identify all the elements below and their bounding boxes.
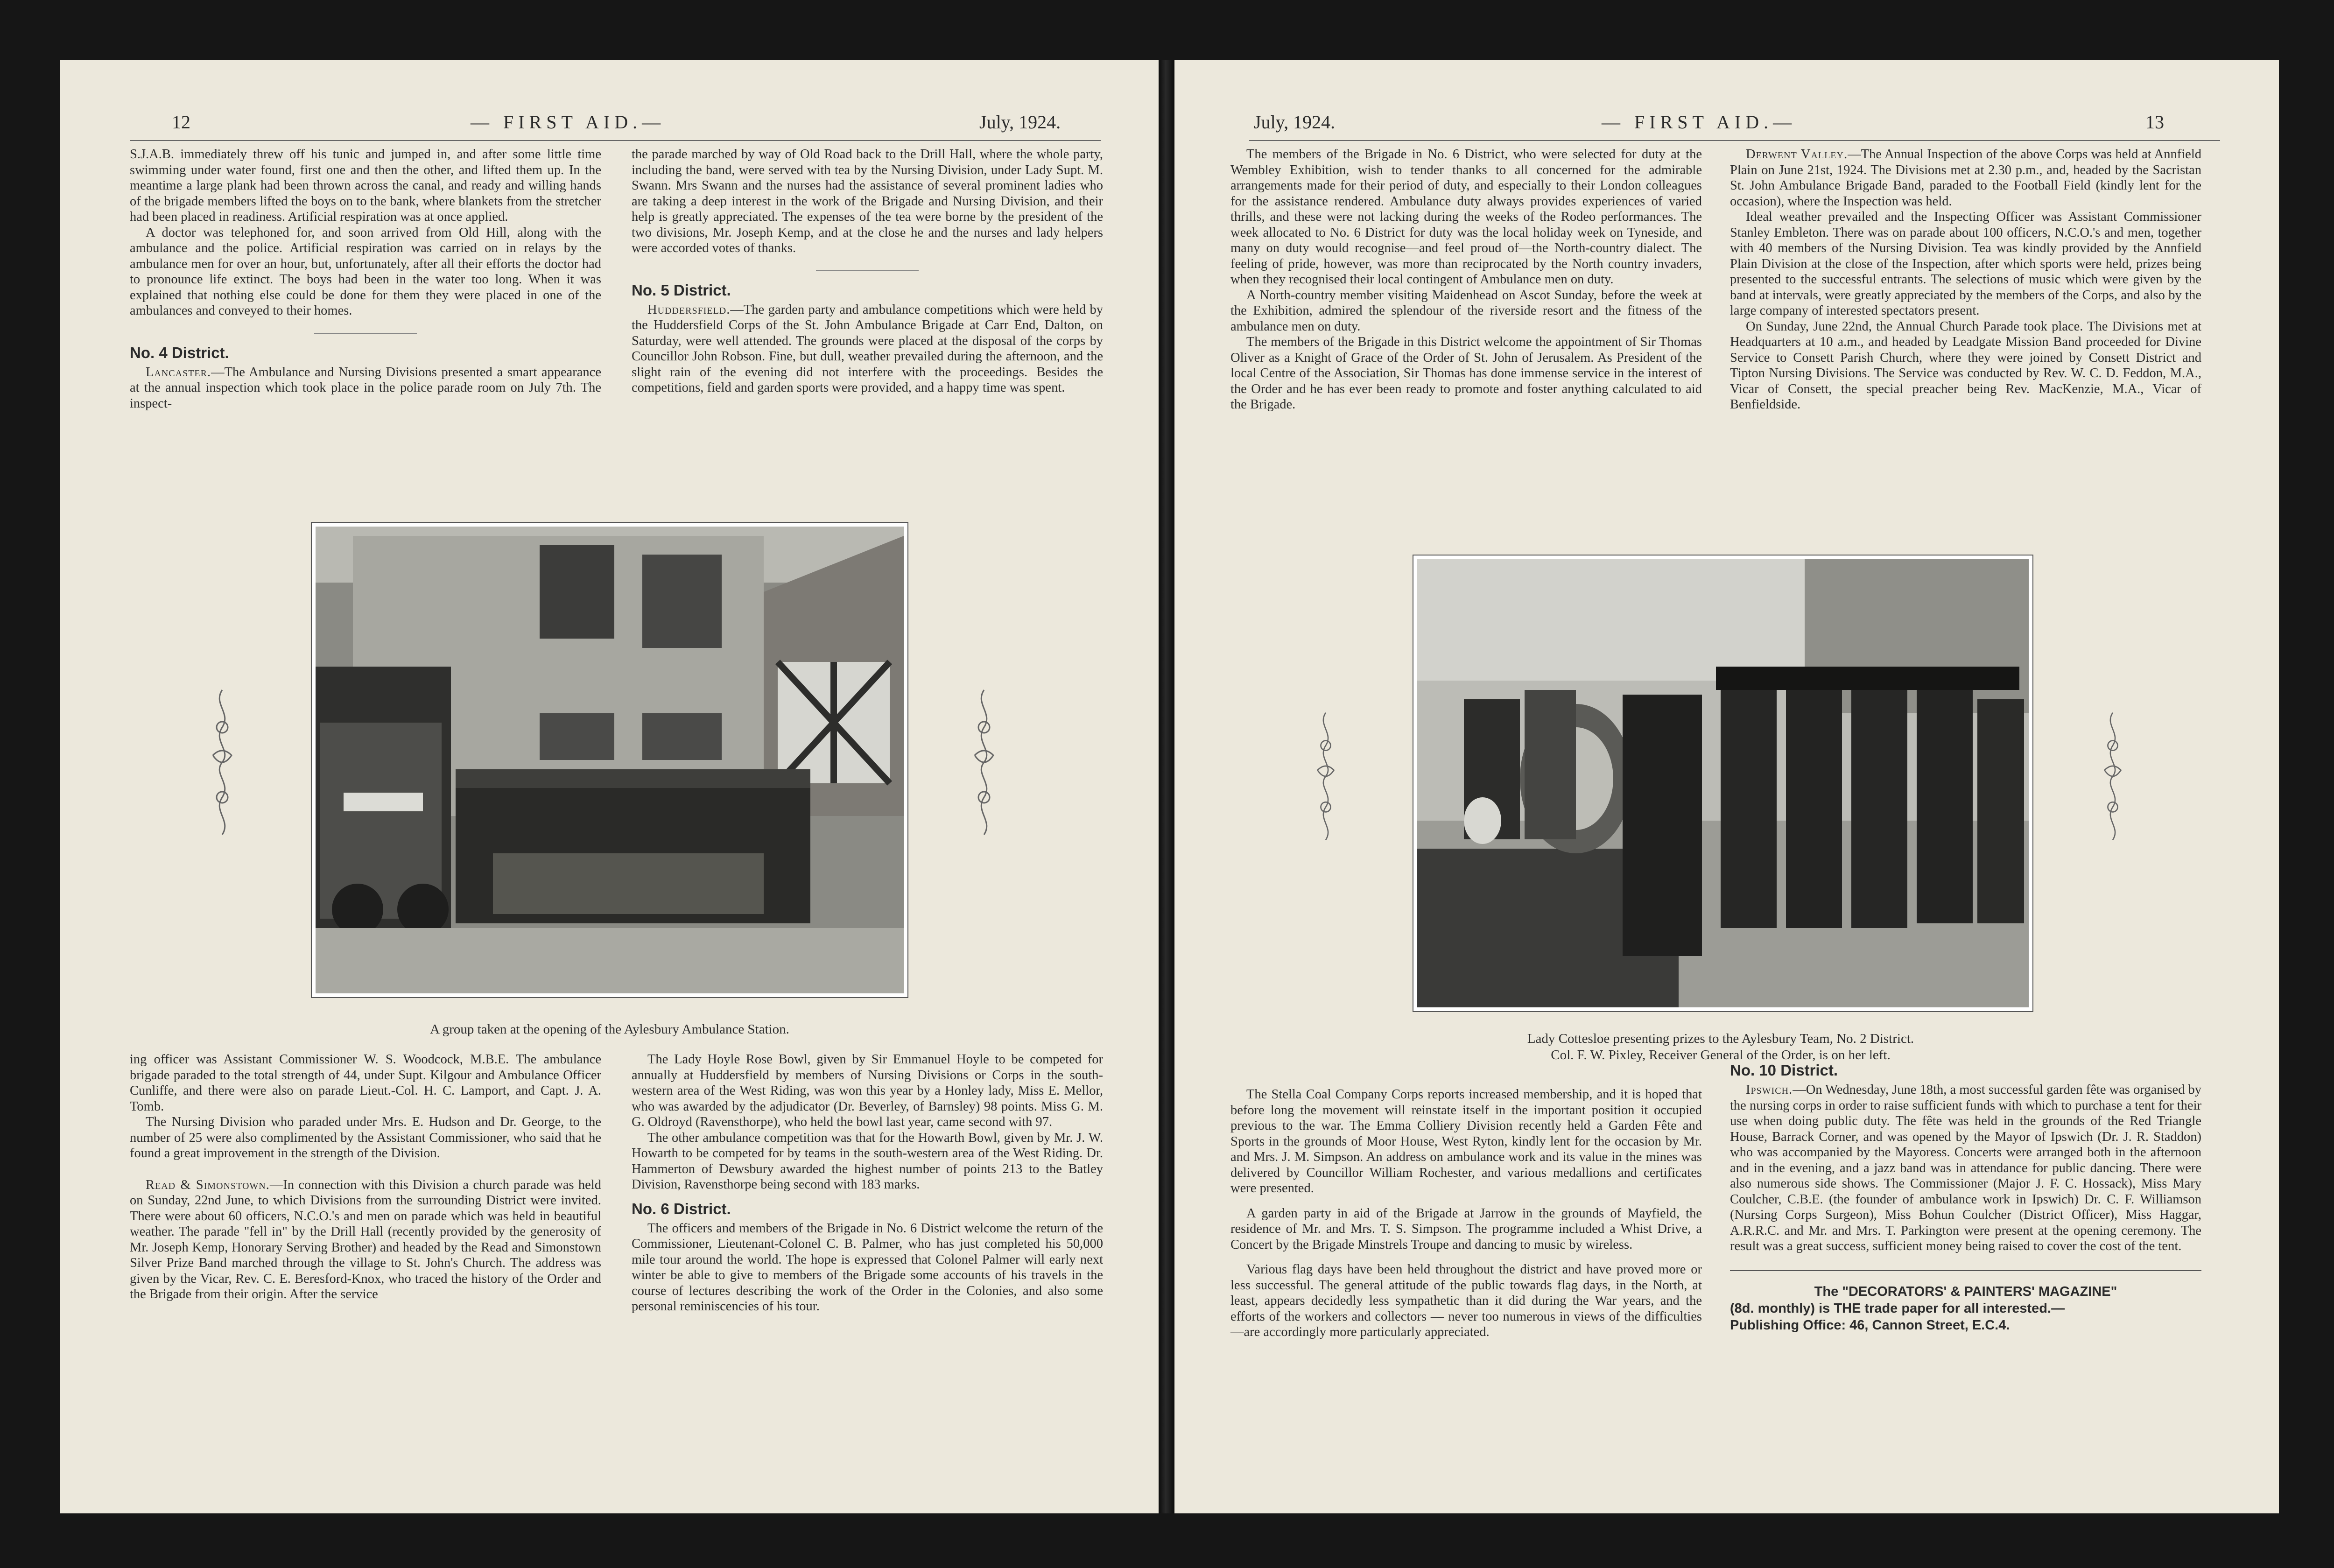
paragraph: Various flag days have been held throughout the district and have proved more or less successful. The general attitude of the public towards flag days, in the North, at least, appears decidedly less sympathetic than it did during the War years, and the efforts of the workers and collectors — never too numerous in views of the difficulties—are accordingly more particularly appreciated. [1230,1262,1702,1339]
place-name: Derwent Valley. [1746,147,1848,162]
paragraph: On Sunday, June 22nd, the Annual Church Parade took place. The Divisions met at Headquarters at 10 a.m., and headed by Leadgate Mission Band proceeded for Divine Service to Consett Parish Church, where they were joined by Consett District and Tipton Nursing Divisions. The Service was conducted by Rev. W. C. D. Feddon, M.A., Vicar of Consett, the special preacher being Rev. MacKenzie, M.A., Vicar of Benfieldside. [1730,319,2201,412]
scroll-ornament-icon [970,685,998,839]
section-heading: No. 4 District. [130,344,229,361]
paragraph [130,1177,601,1302]
running-title: — FIRST AID.— [1602,112,1797,133]
page-date: July, 1924. [979,112,1061,133]
header-rule [1249,140,2220,141]
paragraph [130,365,601,412]
left-col1-top [130,147,601,411]
left-page [60,60,1159,1513]
paragraph: Ideal weather prevailed and the Inspecting Officer was Assistant Commissioner Stanley Embleton. There was on parade about 100 officers, N.C.O.'s and men, together with 40 members of the Nursing Division. Tea was kindly provided by the Annfield Plain Division at the close of the Inspection, after which sports were held, prizes being presented to the successful entrants. The selections of music which were given by the band at intervals, were greatly appreciated by the members of the Corps, and also by the large company of interested spectators present. [1730,210,2201,318]
paragraph: The officers and members of the Brigade in No. 6 District welcome the return of the Commissioner, Lieutenant-Colonel C. B. Palmer, who has just completed his 50,000 mile tour around the world. The hope is expressed that Colonel Palmer will early next winter be able to give to members of the Brigade some accounts of his travels in the course of lectures describing the work of the Order in the Colonies, and also some personal reminiscencies of his tour. [632,1221,1103,1314]
paragraph-text: —The Ambulance and Nursing Divisions presented a smart appearance at the annual inspection which took place in the police parade room on July 7th. The inspect- [130,365,601,411]
section-heading: No. 5 District. [632,281,731,299]
section-heading: No. 6 District. [632,1200,731,1217]
page-date: July, 1924. [1254,112,1336,133]
paragraph: S.J.A.B. immediately threw off his tunic and jumped in, and after some little time swimming under water found, first one and then the other, and lifted them up. In the meantime a large plank had been thrown across the canal, and ready and willing hands of the brigade members lifted the boys on to the bank, where blankets from the stretcher had been placed in readiness. Artificial respiration was at once applied. [130,147,601,224]
paragraph-text: —In connection with this Division a church parade was held on Sunday, 22nd June, to which Divisions from the surrounding District were invited. There were about 60 officers, N.C.O.'s and men on parade which was held in beautiful weather. The parade "fell in" by the Drill Hall (recently provided by the generosity of Mr. Joseph Kemp, Honorary Serving Brother) and headed by the Read and Simonstown Silver Prize Band marched through the village to St. John's Church. The address was given by the Vicar, Rev. C. E. Beresford-Knox, who traced the history of the Order and the Brigade from their origin. After the service [130,1177,601,1301]
cottesloe-prizes-photo [1413,555,2033,1012]
scroll-ornament-icon [1312,709,1340,844]
caption-line: Lady Cottesloe presenting prizes to the Aylesbury Team, No. 2 District. [1527,1031,1914,1046]
left-col2-bottom [632,1052,1103,1315]
aylesbury-group-photo [311,522,908,998]
paragraph: The Lady Hoyle Rose Bowl, given by Sir Emmanuel Hoyle to be competed for annually at Huddersfield by members of Nursing Divisions or Corps in the south-western area of the West Riding, was won this year by a Honley lady, Miss E. Mellor, who was awarded by the adjudicator (Dr. Beverley, of Barnsley) 98 points. Miss G. M. G. Oldroyd (Ravensthorpe), who held the bowl last year, came second with 97. [632,1052,1103,1129]
photo-caption: A group taken at the opening of the Aylesbury Ambulance Station. [430,1022,789,1037]
right-page-header [1174,111,2279,148]
paragraph: The Stella Coal Company Corps reports increased membership, and it is hoped that before long the movement will reinstate itself in the important position it occupied previous to the war. The Emma Colliery Division recently held a Garden Fête and Sports in the grounds of Moor House, West Ryton, kindly lent for the occasion by Mr. and Mrs. J. M. Simpson. An address on ambulance work and its value in the mines was delivered by Councillor William Rochester, and various medallions and certificates were presented. [1230,1087,1702,1195]
left-page-header [60,111,1159,148]
advert-line: The "DECORATORS' & PAINTERS' MAGAZINE" [1814,1284,2117,1299]
paragraph: A doctor was telephoned for, and soon arrived from Old Hill, along with the ambulance and the police. Artificial respiration was carried on in relays by the ambulance men for over an hour, but, unfortunately, after all their efforts the doctor had to pronounce life extinct. The boys had been in the water too long. When it was explained that nothing else could be done for them they were placed in one of the ambulances and conveyed to their homes. [130,225,601,318]
page-number: 13 [2145,112,2164,133]
running-title: — FIRST AID.— [471,112,666,133]
paragraph-text: —The garden party and ambulance competitions which were held by the Huddersfield Corps of the St. John Ambulance Brigade at Carr End, Dalton, on Saturday, were well attended. The grounds were placed at the disposal of the corps by Councillor John Robson. Fine, but dull, weather prevailed during the afternoon, and the slight rain of the evening did not interfere with the proceedings. Besides the competitions, field and garden sports were provided, and a happy time was spent. [632,302,1103,395]
right-col1-bottom [1230,1087,1702,1340]
paragraph: A garden party in aid of the Brigade at Jarrow in the grounds of Mayfield, the residence of Mr. and Mrs. T. S. Simpson. The programme included a Whist Drive, a Concert by the Brigade Minstrels Troupe and dancing to music by wireless. [1230,1206,1702,1252]
section-divider [816,270,919,271]
header-rule [130,140,1101,141]
advertisement [1730,1283,2201,1334]
place-name: Lancaster. [146,365,211,380]
section-divider [314,333,417,334]
left-col1-bottom [130,1052,601,1302]
paragraph-text: —On Wednesday, June 18th, a most successful garden fête was organised by the nursing corps in order to raise sufficient funds with which to purchase a tent for their use when doing public duty. The fête was held in the grounds of the Red Triangle House, Barrack Corner, and was opened by the Mayor of Ipswich (Dr. J. R. Staddon) who was accompanied by the Mayoress. Concerts were arranged both in the afternoon and in the evening, and a jazz band was in attendance for public dancing. There were also numerous side shows. The Commissioner (Major J. F. C. Hossack), Miss Mary Coulcher, C.B.E. (the founder of ambulance work in Ipswich) Dr. C. F. Williamson (Nursing Corps Surgeon), Miss Bohun Coulcher (District Officer), Miss Haggar, A.R.R.C. and Mr. and Mrs. T. Parkington were present at the opening ceremony. The result was a great success, sufficient money being raised to cover the cost of the tent. [1730,1083,2201,1253]
advert-line: (8d. monthly) is THE trade paper for all interested.— [1730,1301,2065,1316]
paragraph: ing officer was Assistant Commissioner W. S. Woodcock, M.B.E. The ambulance brigade paraded to the total strength of 44, under Supt. Kilgour and Ambulance Officer Cunliffe, and there were also on parade Lieut.-Col. H. C. Lamport, and Capt. J. A. Tomb. [130,1052,601,1114]
paragraph: The Nursing Division who paraded under Mrs. E. Hudson and Dr. George, to the number of 25 were also complimented by the Assistant Commissioner, who said that he found a great improvement in the strength of the Division. [130,1115,601,1160]
advert-line: Publishing Office: 46, Cannon Street, E.C.4. [1730,1317,2010,1333]
paragraph: the parade marched by way of Old Road back to the Drill Hall, where the whole party, including the band, were served with tea by the Nursing Division, under Lady Supt. M. Swann. Mrs Swann and the nurses had the assistance of several prominent ladies who are taking a deep interest in the work of the Brigade and Nursing Division, and their help is greatly appreciated. The expenses of the tea were borne by the president of the two divisions, Mr. Joseph Kemp, and at the close he and the nurses and lady helpers were accorded votes of thanks. [632,147,1103,255]
paragraph: A North-country member visiting Maidenhead on Ascot Sunday, before the week at the Exhibition, admired the splendour of the riverside resort and the fitness of the ambulance men on duty. [1230,288,1702,334]
right-col2-top [1730,147,2201,413]
page-number: 12 [172,112,190,133]
right-page [1174,60,2279,1513]
right-col1-top [1230,147,1702,413]
paragraph: The members of the Brigade in No. 6 District, who were selected for duty at the Wembley Exhibition, wish to tender thanks to all concerned for the admirable arrangements made for their period of duty, and especially to their London colleagues for the assistance rendered. Ambulance duty always provides experiences of varied thrills, and these were not lacking during the weeks of the Rodeo performances. The week allocated to No. 6 District for duty was the local holiday week on Tyneside, and many on duty would recognise—and feel proud of—the North-country dialect. The feeling of pride, however, was more than reciprocated by the North country invaders, when they recognised their local contingent of Ambulance men on duty. [1230,147,1702,287]
book-gutter [1159,60,1174,1513]
caption-line: Col. F. W. Pixley, Receiver General of the Order, is on her left. [1551,1048,1891,1062]
advert-rule [1730,1270,2201,1271]
paragraph: The members of the Brigade in this District welcome the appointment of Sir Thomas Oliver as a Knight of Grace of the Order of St. John of Jerusalem. As President of the local Centre of the Association, Sir Thomas has done immense service in the interest of the Order and he has ever been ready to promote and foster anything calculated to aid the Brigade. [1230,335,1702,412]
scroll-ornament-icon [2099,709,2127,844]
place-name: Read & Simonstown. [146,1177,270,1192]
paragraph [632,302,1103,396]
paragraph [1730,147,2201,209]
paragraph [1730,1082,2201,1254]
paragraph: The other ambulance competition was that for the Howarth Bowl, given by Mr. J. W. Howarth to be competed for by teams in the south-western area of the West Riding. Dr. Hammerton of Dewsbury awarded the highest number of points 213 to the Batley Division, Ravensthorpe being second with 183 marks. [632,1130,1103,1192]
paragraph-text: —The Annual Inspection of the above Corps was held at Annfield Plain on June 21st, 1924. The Divisions met at 2.30 p.m., and, headed by the Sacristan St. John Ambulance Brigade Band, paraded to the Football Field (kindly lent for the occasion), where the Inspection was held. [1730,147,2201,209]
place-name: Ipswich. [1746,1083,1793,1097]
place-name: Huddersfield. [647,302,731,317]
section-heading: No. 10 District. [1730,1062,1838,1079]
scroll-ornament-icon [208,685,236,839]
right-col2-bottom [1730,1054,2201,1334]
left-col2-top [632,147,1103,396]
